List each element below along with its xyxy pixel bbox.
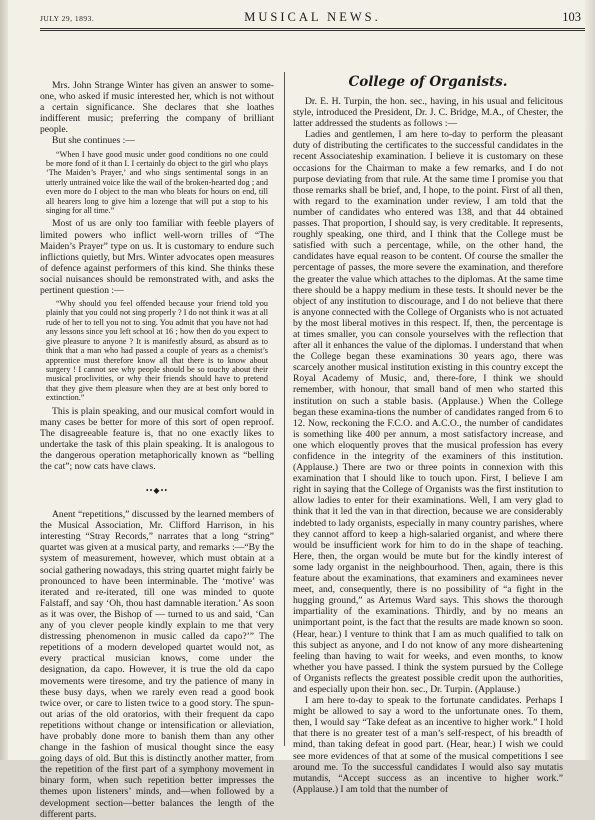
page-header xyxy=(40,10,585,24)
header-page-number: 103 xyxy=(562,10,581,24)
continues-paragraph: But she continues :— xyxy=(52,135,135,147)
page-binding-edge xyxy=(0,0,8,760)
header-title: MUSICAL NEWS. xyxy=(244,10,381,24)
quote-2-text: “Why should you feel offended because your friend told you plainly that you could not sing properly ? I do not think it was at all rude of her to tell you not to sing. You admit that you have not had any lessons since you left school at 16 ; how then do you expect to give pleasure to anyone ? It is manifestly absurd, as absurd as to think that a man who had passed a couple of years as a chemist’s apprentice must therefore know all that there is to know about surgery ! I cannot see why people should be so touchy about their musical proclivities, or why their friends should have to pretend that they give them pleasure when they are at best only bored to extinction.” xyxy=(46,299,268,403)
college-of-organists-heading: College of Organists. xyxy=(348,74,508,90)
left-column xyxy=(40,80,274,820)
header-rule-double xyxy=(40,30,585,31)
repetitions-paragraph: Anent “repetitions,” discussed by the learned members of the Musical Association, Mr. Clifford Harrison, in his interesting “Stray Records,” narrates that a long “string” quartet was given at a musical party, and remarks :—“By the system of measurement, however, which must obtain at a social gathering nowadays, this string quartet might fairly be pronounced to have been interminable. The ‘motive’ was iterated and re-iterated, till one was minded to quote Falstaff, and say ‘Oh, thou hast damnable iteration.’ As soon as it was over, the Bishop of — turned to us and said, ‘Can any of you clever people kindly explain to me that very distressing phenomenon in music called da capo?’” The repetitions of a modern developed quartet would not, as every practical musician knows, come under the designation, da capo. However, it is true the old da capo movements were tiresome, and try the patience of many in these busy days, when we rarely even read a good book twice over, or care to listen twice to a good story. The spun-out arias of the old oratorios, with their frequent da capo repetitions without change or intensification or alleviation, have probably done more to banish them than any other change in the fashion of musical thought since the easy going days of old. But this is distinctly another matter, from the repetition of the first part of a symphony movement in binary form, when such repetition better impresses the themes upon listeners’ minds, and—when followed by a development section—better balances the length of the different parts. xyxy=(40,509,274,820)
column-rule xyxy=(284,72,285,746)
page-right-edge xyxy=(585,0,595,760)
feeble-players-paragraph: Most of us are only too familiar with feeble players of limited powers who inflict well-worn trilles of “The Maiden’s Prayer” type on us. It is customary to endure such inflictions quietly, but Mrs. Winter advocates open measures of defence against performers of this kind. She thinks these social nuisances should be remonstrated with, and asks the pertinent question :— xyxy=(40,218,274,296)
header-date: JULY 29, 1893. xyxy=(40,14,95,23)
plain-speaking-paragraph: This is plain speaking, and our musical comfort would in many cases be better for more of this sort of open reproof. The disagreeable feature is, that no one exactly likes to undertake the task of this plain speaking. It is analogous to the dangerous operation metaphorically known as “belling the cat”; now cats have claws. xyxy=(40,405,274,472)
candidates-paragraph: I am here to-day to speak to the fortunate candidates. Perhaps I might be allowed to say a word to the unfortunate ones. To them, then, I would say “Take defeat as an incentive to higher work.” I hold that there is no greater test of a man’s self-respect, of his breadth of mind, than taking defeat in good part. (Hear, hear.) I wish we could see more evidences of that at some of the musical competitions I see around me. To the successful candidates I would also say mutatis mutandis, “Accept success as an incentive to higher work.” (Applause.) I am told that the number of xyxy=(293,695,563,795)
header-rule xyxy=(40,28,585,29)
section-separator: ••◆•• xyxy=(145,486,169,496)
quote-1-text: “When I have good music under good conditions no one could be more fond of it than I. I certainly do object to the girl who plays ‘The Maiden’s Prayer,’ and who sings sentimental songs in an utterly untrained voice like the wail of the broken-hearted dog ; and even more do I object to the man who bleats for hours on end, till all hearers long to give him a lozenge that will put a stop to his singing for all time.” xyxy=(46,149,268,215)
winter-paragraph: Mrs. John Strange Winter has given an answer to some-one, who asked if music interested her, which is not without a certain significance. She declares that she loathes indifferent music; preferring the company of brilliant people. xyxy=(40,80,274,136)
intro-paragraph: Dr. E. H. Turpin, the hon. sec., having, in his usual and felicitous style, introduced the President, Dr. J. C. Bridge, M.A., of Chester, the latter addressed the students as follows :— xyxy=(293,96,563,130)
address-paragraph: Ladies and gentlemen, I am here to-day to perform the pleasant duty of distributing the certificates to the successful candidates in the recent Associateship examination. I believe it is customary on these occasions for the Chairman to make a few remarks, and I do not purpose deviating from that rule. At the same time I promise you that those remarks shall be brief, and, I hope, to the point. First of all then, with regard to the examination under review, I am told that the number of candidates who entered was 138, and that 44 obtained passes. That proportion, I should say, is very creditable. It represents, roughly speaking, one third, and I think that the College must be satisfied with such a percentage, while, on the other hand, the candidates have equal reason to be content. Of course the smaller the percentage of passes, the more severe the examination, and therefore the greater the value which attaches to the diplomas. At the same time there should be a happy medium in these tests. It should never be the object of any institution to discourage, and I do not believe that there is anyone connected with the College of Organists who is not actuated by the most liberal motives in this respect. If, then, the percentage is at times smaller, you can console yourselves with the reflection that after all it enhances the value of the diplomas. I understand that when the College began these examinations 30 years ago, there was scarcely another musical institution existing in this country except the Royal Academy of Music, and, there-fore, I think we should remember, with honour, that small band of men who started this institution on such a stable basis. (Applause.) When the College began these examina-tions the number of candidates ranged from 6 to 12. Now, reckoning the F.C.O. and A.C.O., the number of candidates is something like 400 per annum, a most satisfactory increase, and one which eloquently proves that the musical profession has every confidence in the integrity of the examiners of this institution. (Applause.) There are two or three points in connexion with this examination that I should like to touch upon. First, I believe I am right in saying that the College of Organists was the first institution to allow ladies to enter for their examinations. Well, I am very glad to think that it led the van in that direction, because we are considerably indebted to lady organists, especially in many country parishes, where they cannot afford to keep a high-salaried organist, and where there would be insufficient work for him to do in the shape of teaching. Here, then, the organ would be mute but for the kindly interest of some lady organist in the neighbourhood. Then, again, there is this feature about the examinations, that examiners and examinees never meet, and, consequently, there is no possibility of “a fight in the hugging ground,” as Artemus Ward says. This shows the thorough impartiality of the examinations. Thirdly, and by no means an unimportant point, is the fact that the results are made known so soon. (Hear, hear.) I venture to think that I am as much qualified to talk on this subject as anyone, and I do not know of any more disheartening feeling than having to wait for weeks, and even months, to know whether you have passed. I think the system pursued by the College of Organists reflects the greatest possible credit upon the authorities, and especially upon their hon. sec., Dr. Turpin. (Applause.) xyxy=(293,129,563,695)
winter-quote-2 xyxy=(46,299,268,402)
right-column xyxy=(293,72,563,795)
winter-quote-1 xyxy=(46,150,268,216)
